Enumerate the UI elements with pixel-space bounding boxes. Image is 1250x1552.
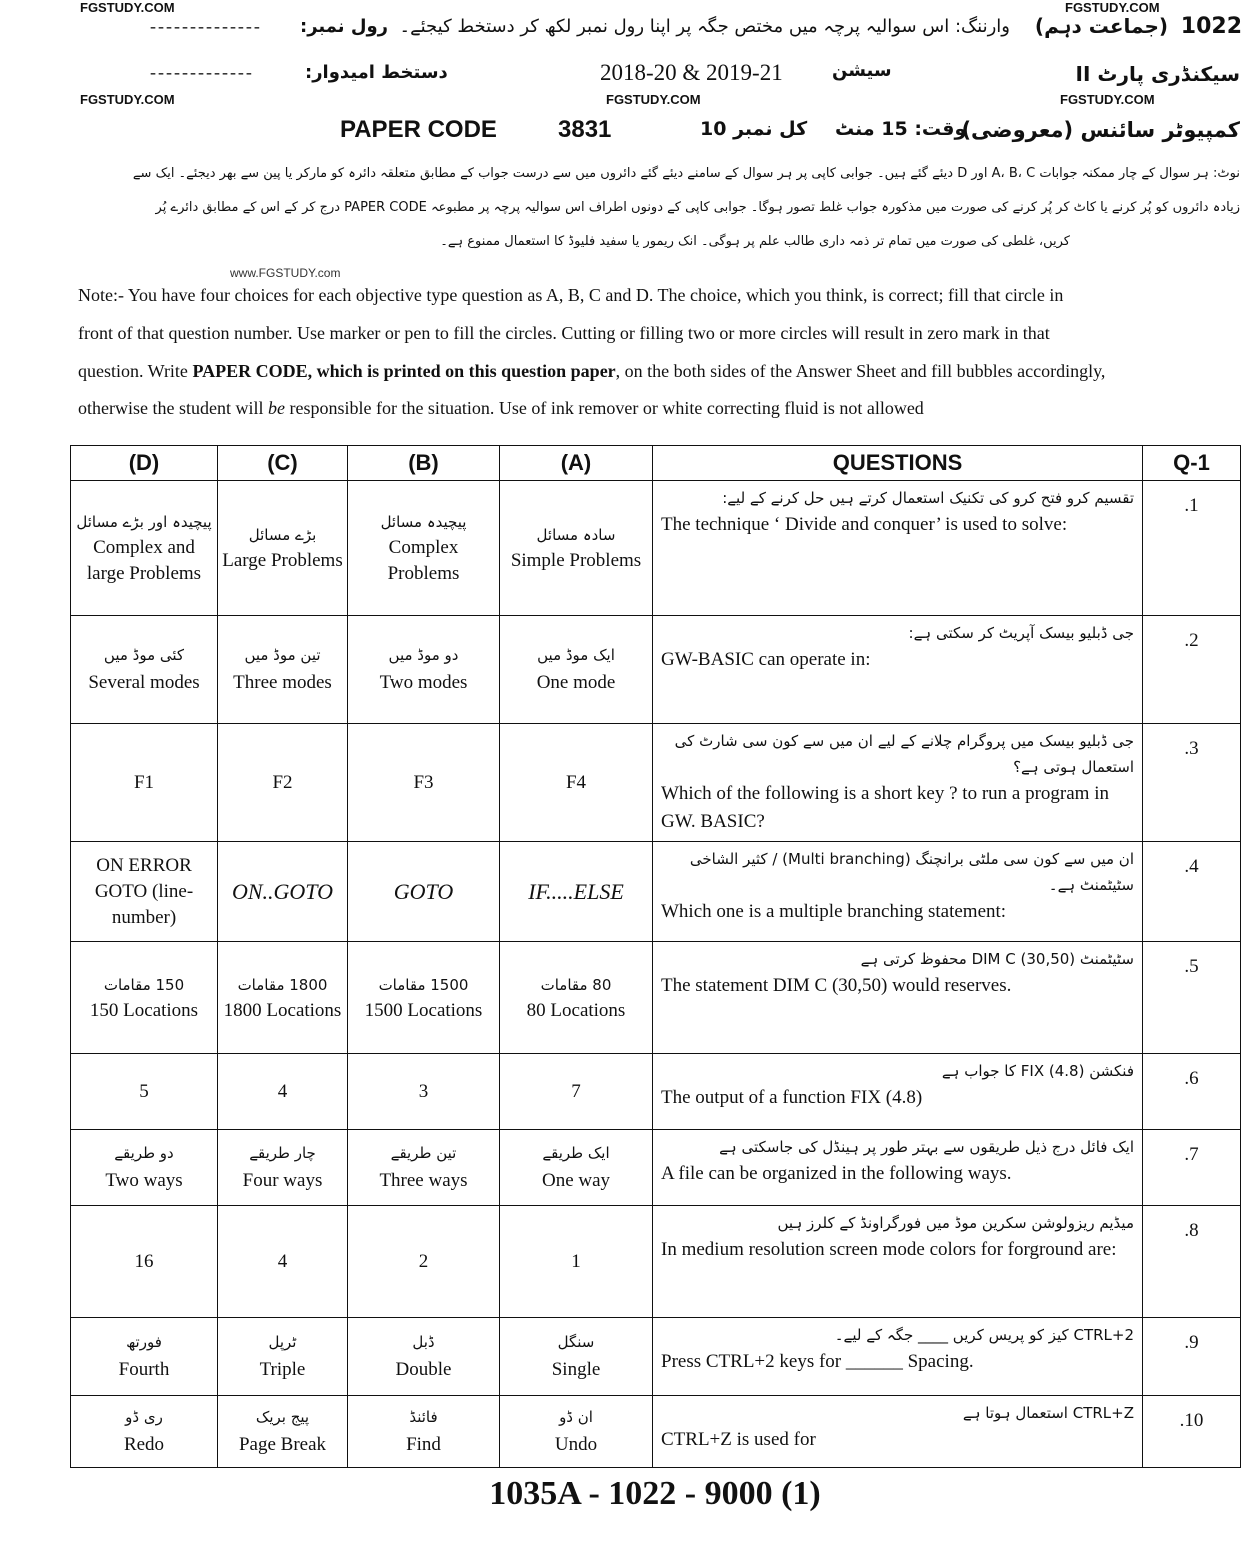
watermark: FGSTUDY.COM (80, 92, 175, 107)
question-row (71, 1130, 1241, 1206)
question-cell (653, 1396, 1143, 1468)
class-urdu: (جماعت دہم) (1034, 14, 1168, 38)
note-line (78, 398, 924, 419)
option-c (218, 1054, 348, 1130)
question-urdu: جی ڈبلیو بیسک میں پروگرام چلانے کے لیے ان میں سے کون سی شارٹ کی استعمال ہوتی ہے؟ (674, 732, 1134, 776)
option-text: 2 (418, 1250, 429, 1272)
option-b (348, 1206, 500, 1318)
paper-code-label: PAPER CODE (340, 116, 497, 143)
question-number: .7 (1143, 1130, 1241, 1206)
option-d (71, 1206, 218, 1318)
option-text: 5 (139, 1080, 149, 1102)
questions-table (70, 445, 1241, 1468)
option-urdu: 150 مقامات (103, 975, 185, 994)
option-text: IF.....ELSE (528, 878, 624, 904)
option-text: Page Break (238, 1433, 327, 1455)
option-text: Two ways (105, 1169, 183, 1191)
option-text: Single (551, 1358, 601, 1380)
option-a (500, 842, 653, 942)
option-text: One mode (536, 671, 616, 693)
option-b (348, 842, 500, 942)
question-urdu: ایک فائل درج ذیل طریقوں سے بہتر طور پر ہینڈل کی جاسکتی ہے (719, 1138, 1134, 1156)
option-c (218, 1130, 348, 1206)
note-line: front of that question number. Use marker or pen to fill the circles. Cutting or filling two or more circles will result in zero mark in that (78, 323, 1050, 343)
option-text: Undo (554, 1433, 598, 1455)
question-number: .2 (1143, 616, 1241, 724)
question-row (71, 724, 1241, 842)
question-cell (653, 942, 1143, 1054)
header-questions: QUESTIONS (653, 446, 1143, 481)
question-number: .1 (1143, 481, 1241, 616)
option-d (71, 616, 218, 724)
question-english: Which one is a multiple branching statement: (661, 901, 1007, 922)
note-text: , on the both sides of the Answer Sheet and fill bubbles accordingly, (615, 361, 1106, 381)
option-urdu: کئی موڈ میں (103, 645, 185, 664)
option-text: Two modes (379, 671, 468, 693)
option-urdu: 80 مقامات (540, 975, 612, 994)
question-urdu: میڈیم ریزولوشن سکرین موڈ میں فورگراونڈ کے کلرز ہیں (777, 1214, 1134, 1232)
option-a (500, 616, 653, 724)
question-urdu: CTRL+2 کیز کو پریس کریں ____ جگہ کے لیے۔ (834, 1326, 1134, 1344)
option-a (500, 1396, 653, 1468)
option-text: Simple Problems (510, 550, 642, 571)
option-d (71, 724, 218, 842)
option-text: F2 (272, 771, 293, 793)
question-urdu: CTRL+Z استعمال ہوتا ہے (962, 1404, 1134, 1422)
watermark: www.FGSTUDY.com (230, 266, 341, 280)
question-english: CTRL+Z is used for (661, 1429, 816, 1450)
note-italic-text: be (267, 398, 285, 418)
note-urdu-line: کریں، غلطی کی صورت میں تمام تر ذمہ داری طالب علم پر ہوگی۔ انک ریمور یا سفید فلیوڈ کا استعمال ممنوع ہے۔ (440, 234, 1070, 249)
question-row (71, 1396, 1241, 1468)
option-urdu: سادہ مسائل (536, 526, 616, 544)
option-text: 3 (418, 1080, 429, 1102)
option-b (348, 1130, 500, 1206)
question-english: Which of the following is a short key ? to run a program in GW. BASIC? (661, 783, 1109, 832)
roll-no-label: رول نمبر: (300, 16, 389, 37)
question-number: .4 (1143, 842, 1241, 942)
option-c (218, 616, 348, 724)
part-urdu: سیکنڈری پارٹ II (1075, 62, 1240, 86)
option-text: Three ways (379, 1169, 468, 1191)
time-urdu: وقت: 15 منٹ (835, 118, 967, 140)
option-text: Triple (259, 1358, 306, 1380)
header-d: (D) (71, 446, 218, 481)
option-text: ON..GOTO (231, 878, 334, 904)
option-c (218, 1206, 348, 1318)
question-urdu: سٹیٹمنٹ DIM C (30,50) محفوظ کرتی ہے (860, 950, 1134, 968)
question-english: In medium resolution screen mode colors for forground are: (661, 1239, 1117, 1260)
option-urdu: پیچیدہ مسائل (380, 513, 467, 531)
question-cell (653, 1206, 1143, 1318)
header-b: (B) (348, 446, 500, 481)
question-urdu: جی ڈبلیو بیسک آپریٹ کر سکتی ہے: (908, 624, 1134, 642)
option-d (71, 1054, 218, 1130)
option-text: Complex Problems (387, 537, 460, 584)
question-english: The output of a function FIX (4.8) (661, 1087, 923, 1108)
question-row (71, 842, 1241, 942)
question-cell (653, 481, 1143, 616)
option-b (348, 1054, 500, 1130)
option-text: Double (395, 1358, 452, 1380)
question-urdu: تقسیم کرو فتح کرو کی تکنیک استعمال کرتے ہیں حل کرنے کے لیے: (722, 489, 1134, 507)
option-d (71, 481, 218, 616)
question-cell (653, 724, 1143, 842)
option-a (500, 942, 653, 1054)
option-d (71, 1130, 218, 1206)
option-text: 4 (277, 1080, 288, 1102)
option-urdu: 1800 مقامات (237, 975, 328, 994)
questions-section (70, 445, 1240, 1514)
question-cell (653, 616, 1143, 724)
question-cell (653, 1054, 1143, 1130)
option-a (500, 1318, 653, 1396)
header-q1: Q-1 (1143, 446, 1241, 481)
watermark: FGSTUDY.COM (606, 92, 701, 107)
option-d (71, 842, 218, 942)
question-cell (653, 1318, 1143, 1396)
header-c: (C) (218, 446, 348, 481)
signature-field[interactable]: ------------- (150, 62, 254, 82)
option-text: 4 (277, 1250, 288, 1272)
footer-code: 1035A - 1022 - 9000 (1) (489, 1475, 821, 1512)
option-urdu: فائنڈ (409, 1407, 438, 1426)
option-urdu: تین موڈ میں (244, 645, 321, 664)
option-urdu: دو موڈ میں (388, 645, 459, 664)
option-text: 80 Locations (526, 999, 626, 1021)
option-urdu: پیج بریک (255, 1407, 310, 1426)
option-urdu: دو طریقے (114, 1143, 174, 1162)
option-urdu: 1500 مقامات (378, 975, 469, 994)
option-text: Three modes (233, 671, 332, 693)
question-number: .9 (1143, 1318, 1241, 1396)
option-b (348, 481, 500, 616)
option-b (348, 942, 500, 1054)
option-text: Large Problems (222, 550, 343, 571)
watermark: FGSTUDY.COM (1065, 0, 1160, 15)
question-number: .6 (1143, 1054, 1241, 1130)
option-c (218, 1396, 348, 1468)
question-number: .8 (1143, 1206, 1241, 1318)
option-urdu: ان ڈو (559, 1407, 593, 1426)
option-urdu: فورتھ (126, 1332, 162, 1351)
watermark: FGSTUDY.COM (1060, 92, 1155, 107)
option-text: 16 (134, 1250, 154, 1272)
question-urdu: فنکشن FIX (4.8) کا جواب ہے (941, 1062, 1134, 1080)
option-text: F4 (565, 771, 587, 793)
question-row (71, 1054, 1241, 1130)
option-text: 1800 Locations (223, 999, 342, 1021)
option-b (348, 1396, 500, 1468)
option-b (348, 724, 500, 842)
question-cell (653, 842, 1143, 942)
question-english: Press CTRL+2 keys for ______ Spacing. (661, 1351, 974, 1372)
roll-no-field[interactable]: -------------- (150, 16, 262, 36)
session-urdu: سیشن (832, 60, 892, 81)
note-urdu-line: نوٹ: ہر سوال کے چار ممکنہ جوابات A، B، C اور D دیئے گئے ہیں۔ جوابی کاپی پر ہر سوال کے سامنے دیئے گئے دائروں میں سے درست جواب کے مطابق متعلقہ دائرہ کو مارکر یا پین سے بھر دیجئے۔ ایک سے (132, 166, 1240, 181)
option-text: One way (541, 1169, 611, 1191)
option-a (500, 724, 653, 842)
option-a (500, 1206, 653, 1318)
note-line: Note:- You have four choices for each objective type question as A, B, C and D. The choice, which you think, is correct; fill that circle in (78, 285, 1064, 305)
warning-urdu: وارننگ: اس سوالیہ پرچہ میں مختص جگہ پر اپنا رول نمبر لکھ کر دستخط کیجئے۔ (399, 16, 1010, 37)
option-urdu: سنگل (557, 1332, 595, 1351)
option-urdu: ٹرپل (268, 1332, 297, 1351)
option-urdu: ڈبل (412, 1332, 435, 1351)
option-text: 150 Locations (89, 999, 199, 1021)
option-c (218, 942, 348, 1054)
question-english: The statement DIM C (30,50) would reserves. (661, 975, 1012, 996)
option-text: Four ways (242, 1169, 323, 1191)
header-a: (A) (500, 446, 653, 481)
option-text: 1500 Locations (364, 999, 483, 1021)
question-english: A file can be organized in the following ways. (661, 1163, 1012, 1184)
option-urdu: چار طریقے (249, 1143, 316, 1162)
signature-label: دستخط امیدوار: (305, 62, 448, 83)
question-number: .10 (1143, 1396, 1241, 1468)
option-urdu: ری ڈو (125, 1407, 163, 1426)
option-urdu: بڑے مسائل (248, 526, 317, 544)
session: 2018-20 & 2019-21 (600, 60, 783, 85)
option-text: Find (406, 1433, 441, 1455)
note-line (78, 361, 1105, 382)
option-c (218, 724, 348, 842)
option-d (71, 942, 218, 1054)
question-row (71, 616, 1241, 724)
option-urdu: پیچیدہ اور بڑے مسائل (76, 513, 212, 531)
class-code: 1022 (1180, 14, 1242, 39)
option-urdu: ایک طریقے (542, 1143, 610, 1162)
note-bold-text: PAPER CODE, which is printed on this question paper (192, 361, 616, 381)
option-c (218, 1318, 348, 1396)
question-english: The technique ‘ Divide and conquer’ is used to solve: (661, 514, 1068, 535)
option-b (348, 1318, 500, 1396)
total-marks-urdu: کل نمبر 10 (700, 118, 808, 140)
option-a (500, 1130, 653, 1206)
question-row (71, 1206, 1241, 1318)
question-row (71, 1318, 1241, 1396)
option-text: F3 (413, 771, 434, 793)
option-a (500, 481, 653, 616)
question-row (71, 942, 1241, 1054)
option-d (71, 1396, 218, 1468)
option-text: Several modes (88, 671, 200, 693)
option-c (218, 842, 348, 942)
question-row (71, 481, 1241, 616)
option-text: Redo (123, 1433, 165, 1455)
option-a (500, 1054, 653, 1130)
option-urdu: ایک موڈ میں (537, 645, 615, 664)
option-text: Complex and large Problems (86, 537, 202, 584)
note-text: responsible for the situation. Use of ink remover or white correcting fluid is not allowed (284, 398, 924, 418)
question-number: .5 (1143, 942, 1241, 1054)
note-text: otherwise the student will (78, 398, 268, 418)
question-cell (653, 1130, 1143, 1206)
option-text: ON ERROR GOTO (line-number) (94, 854, 194, 928)
watermark: FGSTUDY.COM (80, 0, 175, 15)
option-text: GOTO (393, 878, 454, 904)
option-text: F1 (133, 771, 155, 793)
option-text: 7 (571, 1080, 581, 1102)
option-text: 1 (571, 1250, 581, 1272)
paper-code: 3831 (558, 116, 612, 143)
subject-urdu: کمپیوٹر سائنس (معروضی) (961, 118, 1240, 142)
note-urdu-line: زیادہ دائروں کو پُر کرنے یا کاٹ کر پُر کرنے کی صورت میں مذکورہ جواب غلط تصور ہوگا۔ جوابی کاپی کے دونوں اطراف اس سوالیہ پرچہ پر مطبوعہ PAPER CODE درج کر کے اس کے مطابق دائرے پُر (155, 200, 1240, 215)
option-b (348, 616, 500, 724)
question-urdu: ان میں سے کون سی ملٹی برانچنگ (Multi branching) / کثیر الشاخی سٹیٹمنٹ ہے۔ (689, 850, 1134, 894)
option-c (218, 481, 348, 616)
option-text: Fourth (118, 1358, 170, 1380)
question-number: .3 (1143, 724, 1241, 842)
option-d (71, 1318, 218, 1396)
question-english: GW-BASIC can operate in: (661, 649, 871, 670)
option-urdu: تین طریقے (390, 1143, 457, 1162)
note-text: question. Write (78, 361, 193, 381)
